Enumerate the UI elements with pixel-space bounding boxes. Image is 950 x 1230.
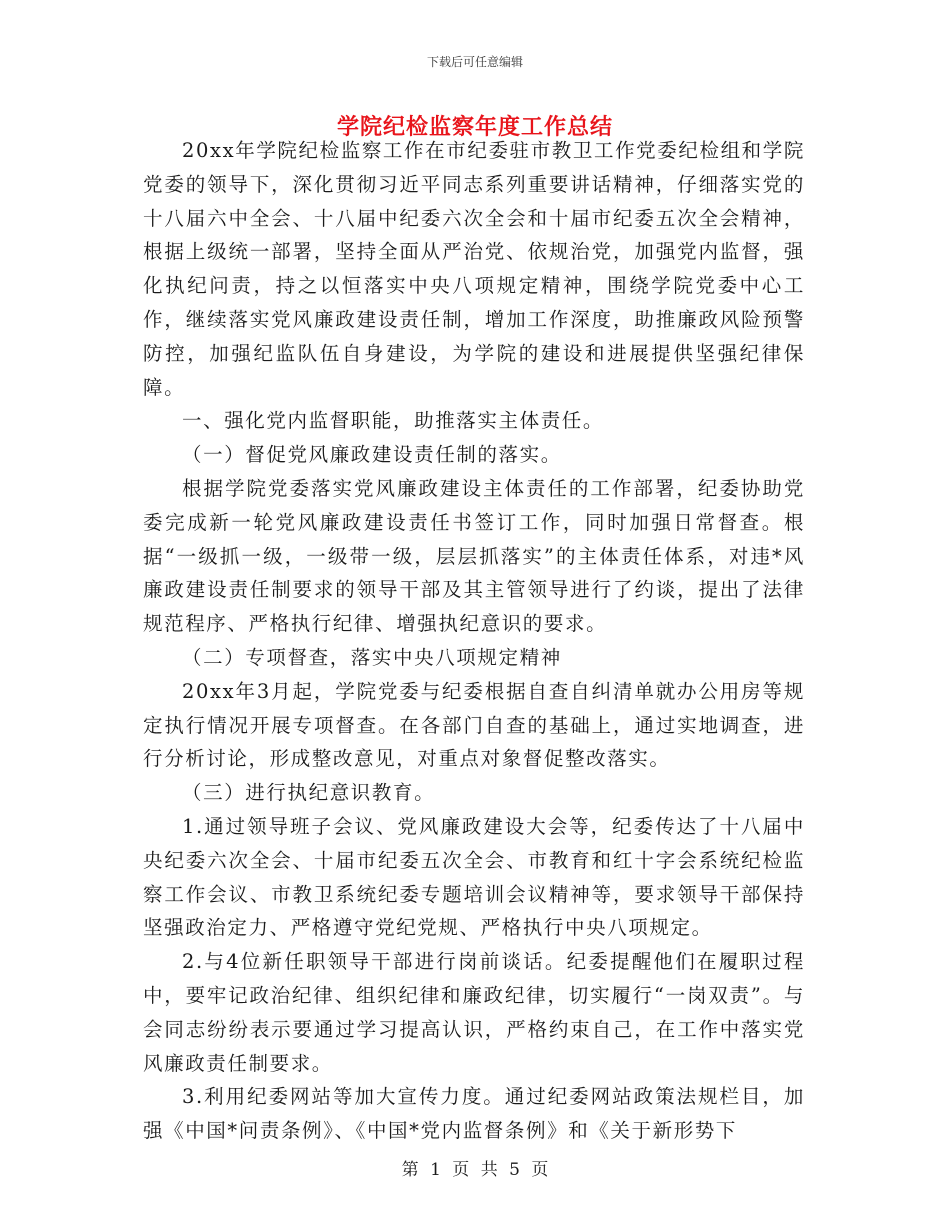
heading-section-1: 一、强化党内监督职能，助推落实主体责任。 (182, 409, 605, 433)
document-title: 学院纪检监察年度工作总结 (336, 114, 613, 140)
heading-subsection-3: （三）进行执纪意识教育。 (182, 781, 436, 805)
heading-subsection-1: （一）督促党风廉政建设责任制的落实。 (182, 443, 562, 467)
paragraph-intro: 20xx年学院纪检监察工作在市纪委驻市教卫工作党委纪检组和学院党委的领导下，深化贯彻习近平同志系列重要讲话精神，仔细落实党的十八届六中全会、十八届中纪委六次全会和十届市纪委五次全会精神，根据上级统一部署，坚持全面从严治党、依规治党，加强党内监督，强化执纪问责，持之以恒落实中央八项规定精神，围绕学院党委中心工作，继续落实党风廉政建设责任制，增加工作深度，助推廉政风险预警防控，加强纪监队伍自身建设，为学院的建设和进展提供坚强纪律保障。 (143, 139, 805, 399)
page-footer: 第 1 页 共 5 页 (401, 1160, 549, 1180)
paragraph-item-2: 2.与4位新任职领导干部进行岗前谈话。纪委提醒他们在履职过程中，要牢记政治纪律、组织纪律和廉政纪律，切实履行“一岗双责”。与会同志纷纷表示要通过学习提高认识，严格约束自己，在工作中落实党风廉政责任制要求。 (143, 950, 805, 1075)
document-body (143, 134, 805, 1148)
paragraph-responsibility: 根据学院党委落实党风廉政建设主体责任的工作部署，纪委协助党委完成新一轮党风廉政建设责任书签订工作，同时加强日常督查。根据“一级抓一级，一级带一级，层层抓落实”的主体责任体系，对违*风廉政建设责任制要求的领导干部及其主管领导进行了约谈，提出了法律规范程序、严格执行纪律、增强执纪意识的要求。 (143, 476, 805, 636)
paragraph-item-1: 1.通过领导班子会议、党风廉政建设大会等，纪委传达了十八届中央纪委六次全会、十届市纪委五次全会、市教育和红十字会系统纪检监察工作会议、市教卫系统纪委专题培训会议精神等，要求领导干部保持坚强政治定力、严格遵守党纪党规、严格执行中央八项规定。 (143, 814, 805, 940)
heading-subsection-2: （二）专项督查，落实中央八项规定精神 (182, 645, 562, 669)
header-note: 下载后可任意编辑 (426, 55, 523, 69)
paragraph-inspection: 20xx年3月起，学院党委与纪委根据自查自纠清单就办公用房等规定执行情况开展专项督查。在各部门自查的基础上，通过实地调查，进行分析讨论，形成整改意见，对重点对象督促整改落实。 (143, 679, 805, 771)
paragraph-item-3: 3.利用纪委网站等加大宣传力度。通过纪委网站政策法规栏目，加强《中国*问责条例》、《中国*党内监督条例》和《关于新形势下 (143, 1085, 805, 1143)
